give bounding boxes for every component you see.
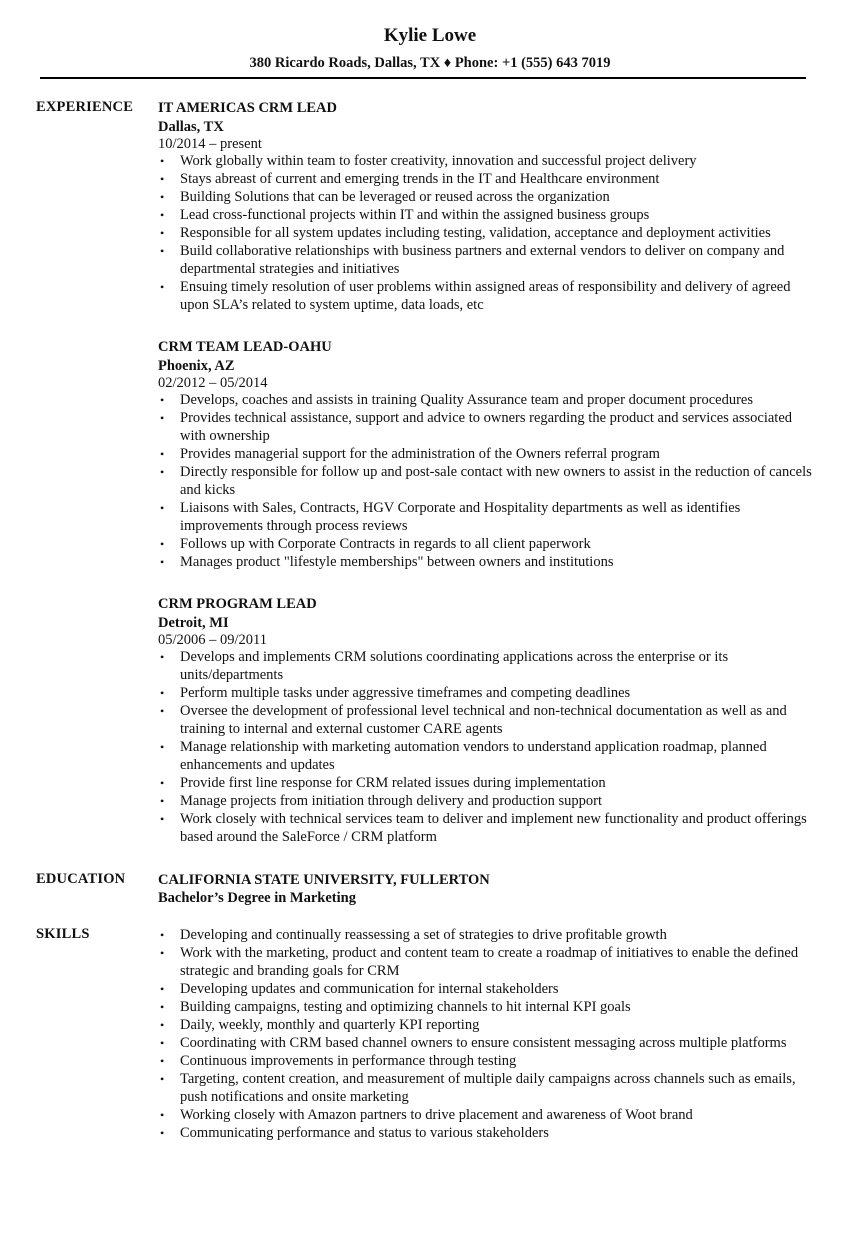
bullet-text: Manage projects from initiation through delivery and production support bbox=[180, 793, 603, 809]
bullet-text: Work with the marketing, product and content team to create a roadmap of initiatives to enable the defined strategic and branding goals for CRM bbox=[180, 945, 799, 979]
skills-bullets bbox=[158, 926, 814, 1142]
bullet-item bbox=[158, 278, 814, 314]
bullet-text: Work closely with technical services team to deliver and implement new functionality and product offerings based around the SaleForce / CRM platform bbox=[180, 811, 807, 845]
bullet-item bbox=[158, 1124, 814, 1142]
bullet-text: Follows up with Corporate Contracts in regards to all client paperwork bbox=[180, 536, 591, 552]
job-dates: 05/2006 – 09/2011 bbox=[158, 632, 268, 648]
skills-body bbox=[158, 926, 814, 1142]
bullet-icon: • bbox=[160, 501, 165, 515]
bullet-text: Work globally within team to foster creativity, innovation and successful project delivery bbox=[180, 153, 697, 169]
header-divider bbox=[40, 77, 806, 79]
bullet-text: Oversee the development of professional level technical and non-technical documentation as well as and training to internal and external customer CARE agents bbox=[180, 703, 787, 737]
bullet-item bbox=[158, 1016, 814, 1034]
bullet-item bbox=[158, 1052, 814, 1070]
bullet-item bbox=[158, 792, 814, 810]
bullet-text: Developing updates and communication for internal stakeholders bbox=[180, 981, 559, 997]
bullet-icon: • bbox=[160, 465, 165, 479]
bullet-text: Manages product "lifestyle memberships" between owners and institutions bbox=[180, 554, 614, 570]
bullet-item bbox=[158, 206, 814, 224]
bullet-icon: • bbox=[160, 686, 165, 700]
bullet-icon: • bbox=[160, 1126, 165, 1140]
bullet-icon: • bbox=[160, 1036, 165, 1050]
bullet-icon: • bbox=[160, 1000, 165, 1014]
job-dates: 02/2012 – 05/2014 bbox=[158, 375, 268, 391]
bullet-icon: • bbox=[160, 208, 165, 222]
bullet-item bbox=[158, 926, 814, 944]
bullet-item bbox=[158, 152, 814, 170]
bullet-icon: • bbox=[160, 1018, 165, 1032]
bullet-icon: • bbox=[160, 1108, 165, 1122]
bullet-item bbox=[158, 738, 814, 774]
job-title: IT AMERICAS CRM LEAD bbox=[158, 100, 337, 116]
bullet-item bbox=[158, 998, 814, 1016]
bullet-item bbox=[158, 980, 814, 998]
experience-body bbox=[158, 99, 814, 870]
bullet-text: Continuous improvements in performance through testing bbox=[180, 1053, 517, 1069]
job-bullets bbox=[158, 391, 814, 571]
section-label-skills: SKILLS bbox=[36, 926, 90, 942]
bullet-icon: • bbox=[160, 411, 165, 425]
bullet-text: Perform multiple tasks under aggressive timeframes and competing deadlines bbox=[180, 685, 631, 701]
bullet-text: Develops and implements CRM solutions coordinating applications across the enterprise or its units/departments bbox=[180, 649, 729, 683]
bullet-text: Coordinating with CRM based channel owners to ensure consistent messaging across multiple platforms bbox=[180, 1035, 787, 1051]
bullet-icon: • bbox=[160, 982, 165, 996]
bullet-icon: • bbox=[160, 393, 165, 407]
job-entry bbox=[158, 338, 814, 571]
bullet-item bbox=[158, 1034, 814, 1052]
bullet-text: Manage relationship with marketing automation vendors to understand application roadmap, planned enhancements and updates bbox=[180, 739, 767, 773]
bullet-item bbox=[158, 445, 814, 463]
bullet-icon: • bbox=[160, 812, 165, 826]
bullet-text: Ensuing timely resolution of user problems within assigned areas of responsibility and delivery of agreed upon SLA’s related to system uptime, data loads, etc bbox=[180, 279, 791, 313]
job-entry bbox=[158, 99, 814, 314]
bullet-item bbox=[158, 684, 814, 702]
bullet-item bbox=[158, 499, 814, 535]
job-title: CRM TEAM LEAD-OAHU bbox=[158, 339, 332, 355]
bullet-icon: • bbox=[160, 555, 165, 569]
bullet-text: Develops, coaches and assists in training Quality Assurance team and proper document procedures bbox=[180, 392, 753, 408]
bullet-icon: • bbox=[160, 447, 165, 461]
bullet-text: Communicating performance and status to various stakeholders bbox=[180, 1125, 549, 1141]
job-dates: 10/2014 – present bbox=[158, 136, 262, 152]
bullet-text: Building campaigns, testing and optimizing channels to hit internal KPI goals bbox=[180, 999, 631, 1015]
bullet-text: Build collaborative relationships with business partners and external vendors to deliver on company and departmental strategies and initiatives bbox=[180, 243, 785, 277]
bullet-item bbox=[158, 535, 814, 553]
bullet-icon: • bbox=[160, 190, 165, 204]
bullet-icon: • bbox=[160, 280, 165, 294]
bullet-item bbox=[158, 391, 814, 409]
bullet-icon: • bbox=[160, 928, 165, 942]
bullet-item bbox=[158, 774, 814, 792]
education-body bbox=[158, 871, 814, 908]
bullet-item bbox=[158, 553, 814, 571]
job-bullets bbox=[158, 648, 814, 846]
bullet-text: Working closely with Amazon partners to drive placement and awareness of Woot brand bbox=[180, 1107, 693, 1123]
school-name: CALIFORNIA STATE UNIVERSITY, FULLERTON bbox=[158, 872, 490, 888]
job-title: CRM PROGRAM LEAD bbox=[158, 596, 317, 612]
bullet-item bbox=[158, 242, 814, 278]
bullet-item bbox=[158, 409, 814, 445]
bullet-icon: • bbox=[160, 244, 165, 258]
bullet-icon: • bbox=[160, 740, 165, 754]
bullet-item bbox=[158, 944, 814, 980]
bullet-text: Liaisons with Sales, Contracts, HGV Corporate and Hospitality departments as well as identifies improvements through process reviews bbox=[180, 500, 741, 534]
bullet-text: Targeting, content creation, and measurement of multiple daily campaigns across channels such as emails, push notifications and onsite marketing bbox=[180, 1071, 796, 1105]
section-label-experience: EXPERIENCE bbox=[36, 99, 134, 115]
bullet-icon: • bbox=[160, 1072, 165, 1086]
bullet-text: Developing and continually reassessing a set of strategies to drive profitable growth bbox=[180, 927, 667, 943]
bullet-text: Lead cross-functional projects within IT and within the assigned business groups bbox=[180, 207, 650, 223]
bullet-item bbox=[158, 224, 814, 242]
bullet-item bbox=[158, 1070, 814, 1106]
resume-header bbox=[0, 22, 860, 74]
bullet-item bbox=[158, 463, 814, 499]
contact-line: 380 Ricardo Roads, Dallas, TX ♦ Phone: +1 (555) 643 7019 bbox=[249, 55, 611, 71]
bullet-icon: • bbox=[160, 704, 165, 718]
bullet-text: Responsible for all system updates including testing, validation, acceptance and deployment activities bbox=[180, 225, 771, 241]
bullet-item bbox=[158, 648, 814, 684]
job-location: Phoenix, AZ bbox=[158, 358, 235, 374]
bullet-item bbox=[158, 188, 814, 206]
bullet-icon: • bbox=[160, 537, 165, 551]
job-entry bbox=[158, 595, 814, 846]
bullet-item bbox=[158, 170, 814, 188]
bullet-text: Directly responsible for follow up and post-sale contact with new owners to assist in the reduction of cancels and kicks bbox=[180, 464, 812, 498]
bullet-icon: • bbox=[160, 650, 165, 664]
section-label-education: EDUCATION bbox=[36, 871, 126, 887]
bullet-icon: • bbox=[160, 794, 165, 808]
bullet-item bbox=[158, 702, 814, 738]
bullet-icon: • bbox=[160, 946, 165, 960]
candidate-name: Kylie Lowe bbox=[383, 25, 477, 46]
degree-name: Bachelor’s Degree in Marketing bbox=[158, 890, 356, 906]
bullet-icon: • bbox=[160, 154, 165, 168]
bullet-text: Daily, weekly, monthly and quarterly KPI reporting bbox=[180, 1017, 480, 1033]
bullet-text: Stays abreast of current and emerging trends in the IT and Healthcare environment bbox=[180, 171, 660, 187]
bullet-icon: • bbox=[160, 226, 165, 240]
job-location: Dallas, TX bbox=[158, 119, 224, 135]
bullet-text: Building Solutions that can be leveraged or reused across the organization bbox=[180, 189, 610, 205]
job-bullets bbox=[158, 152, 814, 314]
bullet-icon: • bbox=[160, 172, 165, 186]
bullet-text: Provides managerial support for the administration of the Owners referral program bbox=[180, 446, 660, 462]
bullet-text: Provide first line response for CRM related issues during implementation bbox=[180, 775, 606, 791]
bullet-text: Provides technical assistance, support and advice to owners regarding the product and services associated with ownership bbox=[180, 410, 793, 444]
bullet-icon: • bbox=[160, 776, 165, 790]
job-location: Detroit, MI bbox=[158, 615, 229, 631]
bullet-item bbox=[158, 1106, 814, 1124]
bullet-item bbox=[158, 810, 814, 846]
bullet-icon: • bbox=[160, 1054, 165, 1068]
